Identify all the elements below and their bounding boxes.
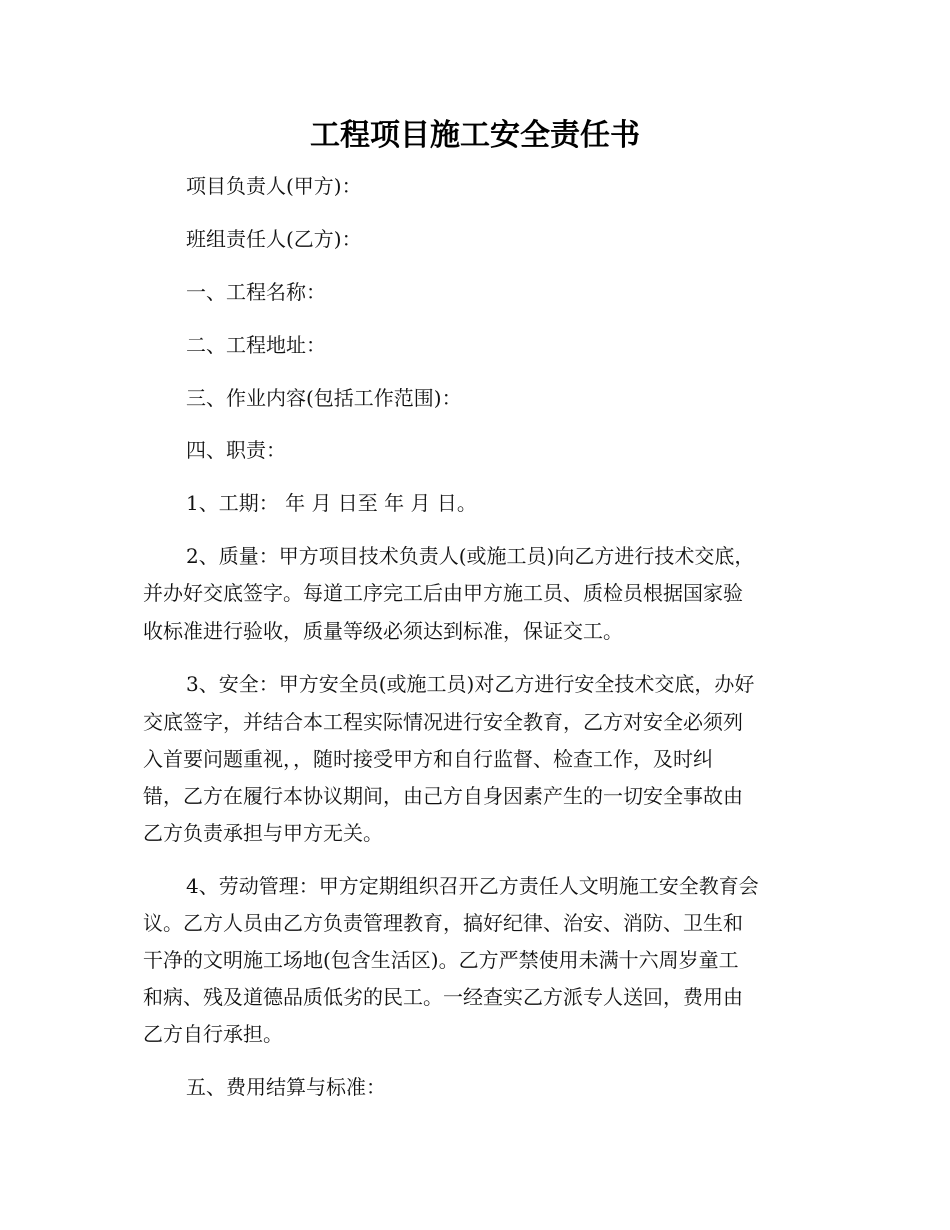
safety-paragraph-line: 入首要问题重视，，随时接受甲方和自行监督、检查工作，及时纠 <box>143 747 713 771</box>
labor-paragraph-line: 4、劳动管理：甲方定期组织召开乙方责任人文明施工安全教育会 <box>186 874 759 898</box>
page-title: 工程项目施工安全责任书 <box>310 118 640 153</box>
labor-paragraph-line: 乙方自行承担。 <box>143 1022 283 1046</box>
safety-paragraph-line: 交底签字，并结合本工程实际情况进行安全教育，乙方对安全必须列 <box>143 710 743 734</box>
labor-paragraph-line: 议。乙方人员由乙方负责管理教育，搞好纪律、治安、消防、卫生和 <box>143 911 743 935</box>
section-1-heading: 一、工程名称： <box>186 280 326 304</box>
section-3-heading: 三、作业内容(包括工作范围)： <box>186 386 462 410</box>
safety-paragraph-line: 乙方负责承担与甲方无关。 <box>143 821 383 845</box>
party-b-line: 班组责任人(乙方)： <box>186 227 362 251</box>
quality-paragraph-line: 2、质量：甲方项目技术负责人(或施工员)向乙方进行技术交底， <box>186 544 755 568</box>
quality-paragraph-line: 收标准进行验收，质量等级必须达到标准，保证交工。 <box>143 619 623 643</box>
duty-period-line: 1、工期： 年 月 日至 年 月 日。 <box>186 491 477 515</box>
safety-paragraph-line: 3、安全：甲方安全员(或施工员)对乙方进行安全技术交底，办好 <box>186 672 755 696</box>
labor-paragraph-line: 干净的文明施工场地(包含生活区)。乙方严禁使用未满十六周岁童工 <box>143 948 739 972</box>
party-a-line: 项目负责人(甲方)： <box>186 174 362 198</box>
safety-paragraph-line: 错，乙方在履行本协议期间，由己方自身因素产生的一切安全事故由 <box>143 784 743 808</box>
labor-paragraph-line: 和病、残及道德品质低劣的民工。一经查实乙方派专人送回，费用由 <box>143 985 743 1009</box>
quality-paragraph-line: 并办好交底签字。每道工序完工后由甲方施工员、质检员根据国家验 <box>143 581 743 605</box>
section-5-heading: 五、费用结算与标准： <box>186 1075 386 1099</box>
section-4-heading: 四、职责： <box>186 438 286 462</box>
section-2-heading: 二、工程地址： <box>186 333 326 357</box>
